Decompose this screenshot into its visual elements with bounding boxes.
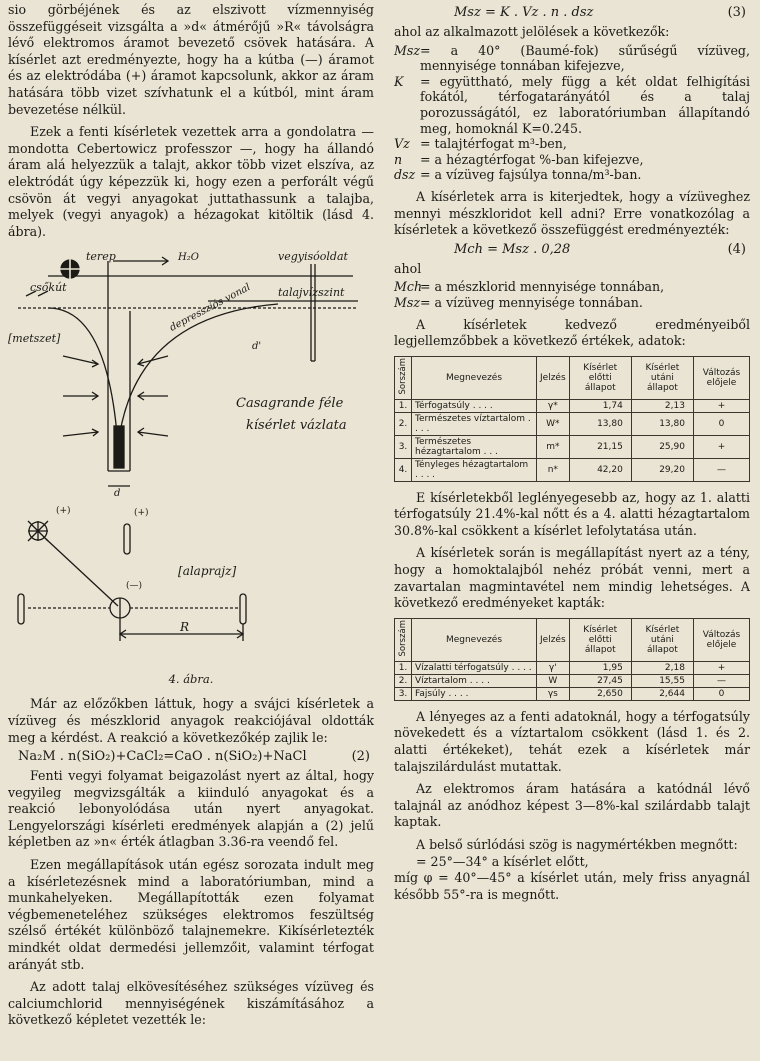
label-plus-1: (+) bbox=[56, 506, 71, 517]
paragraph: A belső súrlódási szög is nagymértékben megnőtt: bbox=[416, 837, 738, 852]
table-header-cell: Jelzés bbox=[537, 356, 570, 399]
results-table-1 bbox=[394, 356, 750, 482]
paragraph: Már az előzőkben láttuk, hogy a svájci kísérletek a vízüveg és mészklorid anyagok reakciójával oldották meg a kérdést. A reakció a következőkép zajlik le: bbox=[8, 696, 374, 745]
table-row bbox=[395, 674, 750, 687]
paragraph: Ezek a fenti kísérletek vezettek arra a gondolatra — mondotta Cebertowicz professzor —, hogy ha állandó áram alá helyezzük a talajt, akkor több vizet elszíva, az elektródát úgy képezzük ki, hogy ezen a perforált végű csövön át vegyi anyagokat juttathassunk a talajba, melyek (vegyi anyagok) a hézagokat kitöltik (lásd 4. ábra). bbox=[8, 124, 374, 239]
table-cell: 2,644 bbox=[631, 687, 693, 700]
equation-3: Msz = K . Vz . n . dsz (3) bbox=[454, 5, 746, 20]
definition-list bbox=[394, 279, 750, 310]
paragraph: Fenti vegyi folyamat beigazolást nyert az által, hogy vegyileg megvizsgálták a kiinduló anyagokat és a reakció lebonyolódása után nyert anyagokat. Lengyelországi kísérleti eredmények alapján a (2) jelű képletben az »n« érték átlagban 3.36-ra veendő fel. bbox=[8, 768, 374, 850]
table-cell: γ* bbox=[537, 399, 570, 412]
definition-list bbox=[394, 43, 750, 183]
table-cell: m* bbox=[537, 435, 570, 458]
label-R: R bbox=[180, 620, 190, 635]
table-cell: 42,20 bbox=[569, 458, 631, 481]
label-alaprajz: [alaprajz] bbox=[178, 564, 237, 579]
table-header-cell: Kísérlet előtti állapot bbox=[569, 618, 631, 661]
paragraph: ahol az alkalmazott jelölések a következők: bbox=[394, 24, 670, 39]
paragraph: A kísérletek során is megállapítást nyert az a tény, hogy a homoktalajból nehéz próbát venni, mert a zavartalan magmintavétel nem mindig lehetséges. A következő eredményeket kapták: bbox=[394, 545, 750, 611]
definition-symbol: K bbox=[394, 73, 404, 89]
table-header-cell: Változás előjele bbox=[693, 356, 749, 399]
definition-item bbox=[394, 167, 750, 183]
label-talajvizszint: talajvízszint bbox=[278, 286, 345, 300]
table-cell: 25,90 bbox=[631, 435, 693, 458]
table-header-cell: Kísérlet utáni állapot bbox=[631, 618, 693, 661]
definition-item bbox=[394, 43, 750, 74]
table-row bbox=[395, 412, 750, 435]
table-cell: n* bbox=[537, 458, 570, 481]
table-cell: 13,80 bbox=[631, 412, 693, 435]
label-metszet: [metszet] bbox=[8, 332, 61, 346]
label-plus-2: (+) bbox=[134, 508, 149, 519]
table-cell: + bbox=[693, 661, 749, 674]
label-minus: (—) bbox=[126, 581, 143, 592]
table-header-cell: Kísérlet előtti állapot bbox=[569, 356, 631, 399]
label-d-prime: d' bbox=[252, 341, 262, 353]
definition-text: = a vízüveg mennyisége tonnában. bbox=[420, 294, 643, 310]
definition-text: = a hézagtérfogat %-ban kifejezve, bbox=[420, 151, 644, 167]
casagrande-diagram bbox=[8, 246, 374, 646]
table-row bbox=[395, 661, 750, 674]
table-cell: 2,18 bbox=[631, 661, 693, 674]
table-header-cell: Jelzés bbox=[537, 618, 570, 661]
table-cell: 1,95 bbox=[569, 661, 631, 674]
paragraph: Az elektromos áram hatására a katódnál lévő talajnál az anódhoz képest 3—8%-kal szilárdabb talajt kaptak. bbox=[394, 781, 750, 830]
definition-item bbox=[394, 279, 750, 295]
table-cell: 2,650 bbox=[569, 687, 631, 700]
table-cell: Térfogatsúly . . . . bbox=[412, 399, 537, 412]
definition-item bbox=[394, 136, 750, 152]
label-h2o: H₂O bbox=[178, 252, 199, 264]
definition-text: = a mészklorid mennyisége tonnában, bbox=[420, 279, 665, 295]
label-depresszio: depressziós vonal bbox=[168, 282, 253, 335]
table-cell: Természetes víztartalom . . . . bbox=[412, 412, 537, 435]
definition-symbol: Vz bbox=[394, 136, 410, 152]
definition-symbol: Mch bbox=[394, 279, 423, 295]
label-casagrande-1: Casagrande féle bbox=[236, 396, 344, 412]
phi-after: míg φ = 40°—45° a kísérlet után, mely friss anyagnál később 55°-ra is megnőtt. bbox=[394, 870, 750, 902]
label-casagrande-2: kísérlet vázlata bbox=[246, 418, 347, 434]
table-cell: Fajsúly . . . . bbox=[412, 687, 537, 700]
table-cell: 2,13 bbox=[631, 399, 693, 412]
results-table-2 bbox=[394, 618, 750, 701]
table-cell: 2. bbox=[395, 674, 412, 687]
definition-item bbox=[394, 295, 750, 311]
table-cell: Víztartalom . . . . bbox=[412, 674, 537, 687]
definition-text: = a 40° (Baumé-fok) sűrűségű vízüveg, mennyisége tonnában kifejezve, bbox=[420, 42, 750, 74]
table-cell: 3. bbox=[395, 687, 412, 700]
table-cell: 15,55 bbox=[631, 674, 693, 687]
label-d: d bbox=[114, 488, 121, 500]
table-cell: 2. bbox=[395, 412, 412, 435]
table-cell: 27,45 bbox=[569, 674, 631, 687]
table-cell: 3. bbox=[395, 435, 412, 458]
table-cell: Természetes hézagtartalom . . . bbox=[412, 435, 537, 458]
definition-item bbox=[394, 74, 750, 136]
definition-text: = talajtérfogat m³-ben, bbox=[420, 136, 567, 152]
figure-caption: 4. ábra. bbox=[168, 672, 214, 687]
table-cell: 0 bbox=[693, 687, 749, 700]
paragraph: Az adott talaj elkövesítéséhez szükséges vízüveg és calciumchlorid mennyiségének kiszámításához a következő képletet vezették le: bbox=[8, 979, 374, 1028]
table-cell: 21,15 bbox=[569, 435, 631, 458]
definition-text: = a vízüveg fajsúlya tonna/m³-ban. bbox=[420, 167, 642, 183]
paragraph: Ezen megállapítások után egész sorozata indult meg a kísérletezésnek mind a laboratóriumban, mind a munkahelyeken. Megállapították ezen folyamat végbemeneteléhez szükséges elektromos feszültség szélső értékét különböző talajnemekre. Kikísérletezték mindkét oldat dermedési jellemzőit, valamint térfogat arányát stb. bbox=[8, 857, 374, 972]
definition-symbol: Msz bbox=[394, 294, 420, 310]
equation-4: Mch = Msz . 0,28 (4) bbox=[454, 241, 746, 257]
table-cell: 0 bbox=[693, 412, 749, 435]
table-row bbox=[395, 435, 750, 458]
label-csokut: csőkút bbox=[30, 281, 67, 295]
table-cell: 1. bbox=[395, 399, 412, 412]
figure-4 bbox=[8, 246, 374, 666]
table-header-cell: Megnevezés bbox=[412, 356, 537, 399]
table-header-cell: Kísérlet utáni állapot bbox=[631, 356, 693, 399]
right-column bbox=[394, 2, 750, 903]
table-cell: — bbox=[693, 458, 749, 481]
table-header-cell: Sorszám bbox=[395, 356, 412, 399]
definition-text: = együttható, mely függ a két oldat felhigítási fokától, térfogatarányától és a talaj porozusságától, ez laboratóriumban állapítandó meg, homoknál K=0.245. bbox=[420, 73, 750, 136]
definition-item bbox=[394, 152, 750, 168]
definition-symbol: dsz bbox=[394, 167, 416, 183]
label-terep: terep bbox=[86, 250, 116, 264]
table-cell: — bbox=[693, 674, 749, 687]
paragraph: A kísérletek arra is kiterjedtek, hogy a vízüveghez mennyi mészkloridot kell adni? Erre vonatkozólag a kísérletek a következő összefüggést eredményezték: bbox=[394, 188, 750, 238]
table-cell: Vízalatti térfogatsúly . . . . bbox=[412, 661, 537, 674]
table-cell: 1,74 bbox=[569, 399, 631, 412]
table-row bbox=[395, 399, 750, 412]
paragraph: E kísérletekből leglényegesebb az, hogy az 1. alatti térfogatsúly 21.4%-kal nőtt és a 4. alatti hézagtartalom 30.8%-kal csökkent a kísérlet lefolytatása után. bbox=[394, 489, 750, 538]
table-cell: 4. bbox=[395, 458, 412, 481]
table-header-cell: Megnevezés bbox=[412, 618, 537, 661]
definition-symbol: n bbox=[394, 151, 403, 167]
table-cell: γ' bbox=[537, 661, 570, 674]
table-cell: W bbox=[537, 674, 570, 687]
equation-2: Na₂M . n(SiO₂)+CaCl₂=CaO . n(SiO₂)+NaCl (2) bbox=[18, 749, 370, 765]
table-header-cell: Változás előjele bbox=[693, 618, 749, 661]
paragraph: A lényeges az a fenti adatoknál, hogy a térfogatsúly növekedett és a víztartalom csökkent (lásd 1. és 2. alatti értékeket), tehát ezek a kísérletek már talajszilárdulást mutattak. bbox=[394, 708, 750, 774]
table-cell: + bbox=[693, 435, 749, 458]
left-column bbox=[8, 2, 374, 1029]
paragraph: sio görbéjének és az elszivott vízmennyiség összefüggéseit vizsgálta a »d« átmérőjű »R« távolságra lévő elektromos áramot bevezető csövek hatására. A kísérlet azt eredményezte, hogy ha a kútba (—) áramot és az elektródába (+) áramot kapcsolunk, akkor az áram hatására több vizet szívhatunk el a kútból, mint áram bevezetése nélkül. bbox=[8, 2, 374, 117]
table-cell: 29,20 bbox=[631, 458, 693, 481]
table-cell: 1. bbox=[395, 661, 412, 674]
table-cell: γs bbox=[537, 687, 570, 700]
table-header-cell: Sorszám bbox=[395, 618, 412, 661]
table-row bbox=[395, 458, 750, 481]
table-cell: W* bbox=[537, 412, 570, 435]
paragraph: ahol bbox=[394, 260, 422, 276]
paragraph: A kísérletek kedvező eredményeiből legjellemzőbbek a következő értékek, adatok: bbox=[394, 316, 750, 349]
table-cell: + bbox=[693, 399, 749, 412]
table-cell: Tényleges hézagtartalom . . . . bbox=[412, 458, 537, 481]
definition-symbol: Msz bbox=[394, 42, 420, 58]
phi-before: = 25°—34° a kísérlet előtt, bbox=[416, 853, 589, 869]
table-row bbox=[395, 687, 750, 700]
table-cell: 13,80 bbox=[569, 412, 631, 435]
label-vegyisooldat: vegyisóoldat bbox=[278, 250, 348, 264]
